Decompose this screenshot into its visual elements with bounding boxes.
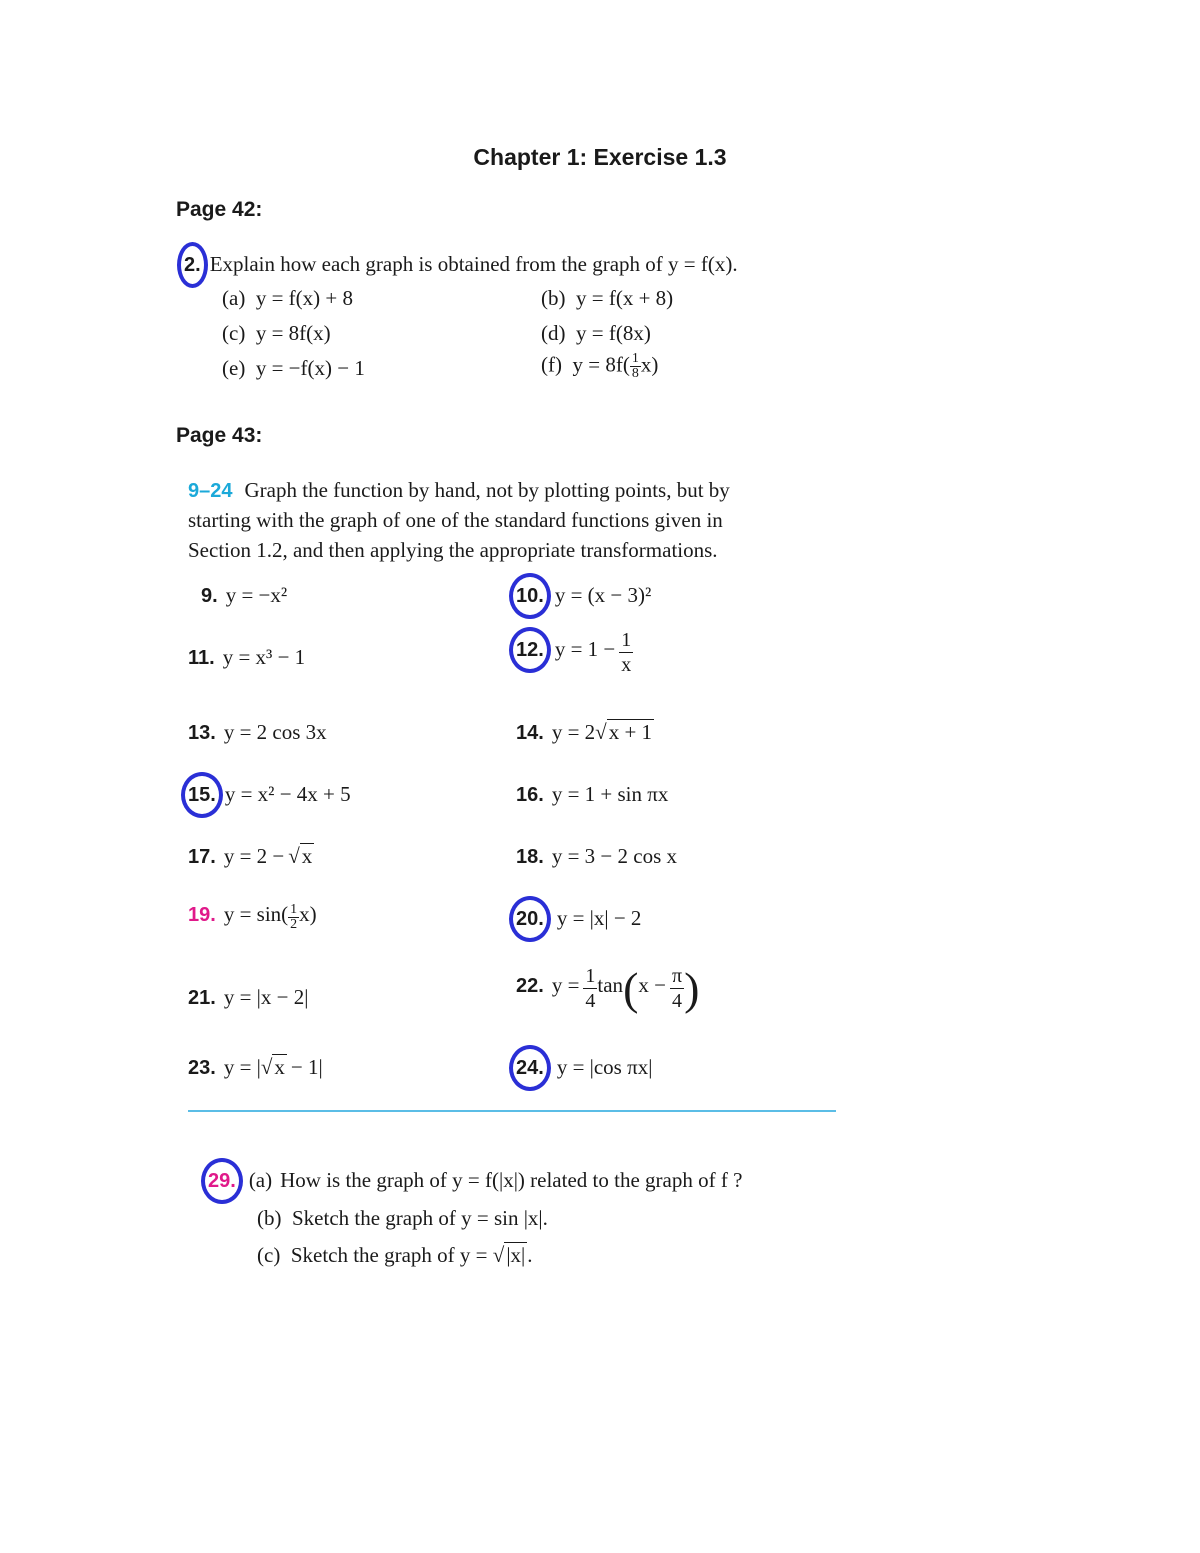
instructions-line-3: Section 1.2, and then applying the appropriate transformations. — [188, 538, 718, 562]
problem-15: 15. y = x² − 4x + 5 — [188, 782, 351, 807]
problem-22: 22. y = $\frac{1}{4}$ tan(x − $\frac{\pi}{4}$ ) — [516, 963, 700, 1014]
page-42-heading: Page 42: — [176, 198, 263, 221]
section-divider — [188, 1110, 836, 1112]
instructions-line-1: 9–24 Graph the function by hand, not by plotting points, but by — [188, 478, 730, 502]
problem-2-part-e: (e) y = −f(x) − 1 — [222, 356, 365, 380]
problem-29-part-c: (c) Sketch the graph of y = √|x|. — [257, 1243, 533, 1267]
problem-14: 14. y = 2√x + 1 — [516, 720, 653, 744]
fraction: $\frac{1}{8}$ — [631, 351, 639, 381]
problem-9: 9. y = −x² — [201, 583, 288, 607]
problem-range: 9–24 — [188, 480, 233, 502]
fraction: $\frac{1}{4}$ — [585, 965, 596, 1012]
problem-29-part-b: (b) Sketch the graph of y = sin |x|. — [257, 1206, 548, 1230]
problem-17: 17. y = 2 − √x — [188, 844, 313, 868]
problem-12: 12. y = 1 − $\frac{1}{x}$ — [516, 630, 633, 675]
problem-10: 10. y = (x − 3)² — [516, 583, 651, 608]
problem-13: 13. y = 2 cos 3x — [188, 720, 327, 744]
problem-2-part-f: (f) y = 8f( $\frac{1}{8}$ x) — [541, 351, 659, 381]
problem-21: 21. y = |x − 2| — [188, 985, 309, 1009]
problem-number-2: 2. — [177, 242, 208, 288]
instructions-line-2: starting with the graph of one of the standard functions given in — [188, 508, 723, 532]
problem-number-29: 29. — [201, 1158, 243, 1204]
problem-29-part-a: 29. (a) How is the graph of y = f(|x|) related to the graph of f ? — [208, 1168, 742, 1193]
fraction: $\frac{1}{2}$ — [290, 901, 298, 932]
problem-20: 20. y = |x| − 2 — [516, 906, 641, 931]
fraction: $\frac{1}{x}$ — [621, 629, 632, 676]
problem-11: 11. y = x³ − 1 — [188, 645, 306, 669]
problem-2-part-d: (d) y = f(8x) — [541, 321, 651, 345]
problem-19: 19. y = sin( $\frac{1}{2}$ x) — [188, 901, 317, 932]
page-title: Chapter 1: Exercise 1.3 — [473, 144, 727, 170]
problem-18: 18. y = 3 − 2 cos x — [516, 844, 677, 868]
problem-23: 23. y = |√x − 1| — [188, 1055, 323, 1079]
page-43-heading: Page 43: — [176, 424, 263, 447]
problem-24: 24. y = |cos πx| — [516, 1055, 652, 1080]
problem-2-part-b: (b) y = f(x + 8) — [541, 286, 674, 310]
problem-2-prompt: Explain how each graph is obtained from the graph of y = f(x). — [209, 252, 738, 276]
problem-2-part-a: (a) y = f(x) + 8 — [222, 286, 353, 310]
problem-16: 16. y = 1 + sin πx — [516, 782, 669, 806]
problem-2 — [184, 252, 738, 277]
problem-2-part-c: (c) y = 8f(x) — [222, 321, 331, 345]
fraction: $\frac{\pi}{4}$ — [671, 965, 683, 1012]
